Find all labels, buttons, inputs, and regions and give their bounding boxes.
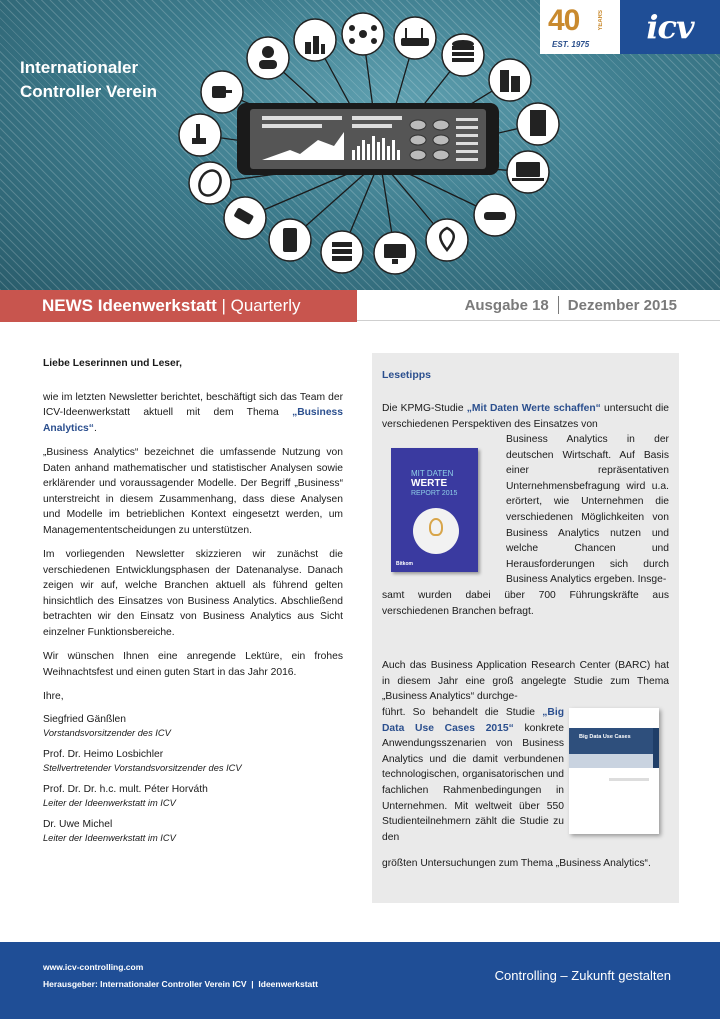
barc-study-title: „Big Data Use Cases 2015“ bbox=[382, 707, 564, 734]
signatory-name: Dr. Uwe Michel bbox=[43, 818, 113, 830]
kpmg-cover-line1: MIT DATEN bbox=[411, 469, 454, 478]
greeting: Liebe Leserinnen und Leser, bbox=[43, 358, 183, 369]
kpmg-report-cover bbox=[391, 448, 478, 572]
signatory-name: Prof. Dr. Dr. h.c. mult. Péter Horváth bbox=[43, 783, 208, 795]
lightbulb-icon bbox=[429, 518, 443, 536]
anniversary-est: EST. 1975 bbox=[552, 40, 590, 49]
kpmg-closing: samt wurden dabei über 700 Führungskräfte aus verschiedenen Branchen befragt. bbox=[382, 590, 669, 617]
reading-tips-box bbox=[372, 353, 679, 903]
website-link[interactable]: www.icv-controlling.com bbox=[43, 962, 144, 972]
news-subtitle: | Quarterly bbox=[216, 296, 301, 315]
issue-number: Ausgabe 18 bbox=[464, 296, 549, 314]
letter-paragraph-1: wie im letzten Newsletter berichtet, beschäftigt sich das Team der ICV-Ideenwerkstatt aktuell mit dem Thema „Business Analytics“. bbox=[43, 391, 343, 434]
kpmg-body: Business Analytics in der deutschen Wirtschaft. Auf Basis einer repräsentativen Unternehmensbefragung wird u.a. erörtert, wie Unternehmen die verschiedenen Möglichkeiten von Business Analytics nutzen und welche Chancen und Herausforderungen sich durch Business Analytics ergeben. Insge- bbox=[506, 434, 669, 586]
news-title-bar bbox=[0, 290, 357, 322]
logo-area bbox=[540, 0, 720, 54]
org-name-line2: Controller Verein bbox=[20, 82, 157, 101]
tagline: Controlling – Zukunft gestalten bbox=[494, 968, 671, 983]
signatory-role: Vorstandsvorsitzender des ICV bbox=[43, 727, 171, 738]
barc-cover-line bbox=[609, 778, 649, 781]
signatory bbox=[43, 783, 343, 810]
barc-report-cover bbox=[569, 708, 659, 834]
barc-cover-subband bbox=[569, 754, 659, 768]
topic-highlight: „Business Analytics“ bbox=[43, 407, 343, 434]
anniversary-years: YEARS bbox=[598, 10, 604, 31]
header-banner bbox=[0, 0, 720, 290]
letter-paragraph-3: Im vorliegenden Newsletter skizzieren wir zunächst die verschiedenen Entwicklungsphasen der Datenanalyse. Danach zeigen wir auf, welche Branchen aktuell als führend gelten hinsichtlich des Einsatzes von Business Analytics. Abschließend betrachten wir den Einsatz von Business Analytics aus Sicht einzelner Funktionsbereiche. bbox=[43, 549, 343, 638]
letter-paragraph-2: „Business Analytics“ bezeichnet die umfassende Nutzung von Daten anhand mathematischer und statistischer Analysen sowie erklärender und voraussagender Modelle. Der Begriff „Business“ unterstreicht in diesem Zusammenhang, dass diese Analysen und Modelle im betrieblichen Kontext eingesetzt werden, um Managemententscheidungen zu unterstützen. bbox=[43, 447, 343, 536]
organization-name bbox=[20, 56, 157, 104]
ring-icon bbox=[189, 162, 231, 204]
issue-separator bbox=[558, 296, 559, 314]
icv-logo bbox=[620, 0, 720, 54]
issue-date: Dezember 2015 bbox=[567, 296, 677, 314]
issue-info bbox=[465, 296, 677, 314]
signatory bbox=[43, 748, 343, 775]
barc-intro: Auch das Business Application Research Center (BARC) hat in diesem Jahr eine groß angelegte Studie zum Thema „Business Analytics“ durchge- bbox=[382, 660, 669, 703]
tablet-dashboard-icon bbox=[237, 103, 499, 175]
anniversary-logo bbox=[540, 0, 620, 54]
barc-cover-title: Big Data Use Cases bbox=[579, 734, 631, 740]
letter-paragraph-4: Wir wünschen Ihnen eine anregende Lektüre, ein frohes Weihnachtsfest und einen guten Start in das Jahr 2016. bbox=[43, 651, 343, 678]
signatory-role: Stellvertretender Vorstandsvorsitzender des ICV bbox=[43, 762, 242, 773]
footer bbox=[0, 942, 720, 1019]
kpmg-cover-brand: Bitkom bbox=[396, 561, 413, 567]
icv-logo-text: icv bbox=[646, 8, 694, 46]
signatory bbox=[43, 818, 343, 845]
anniversary-number: 40 bbox=[548, 4, 580, 37]
editorial-letter bbox=[43, 356, 343, 853]
kpmg-study-title: „Mit Daten Werte schaffen“ bbox=[466, 403, 601, 414]
barc-closing: größten Untersuchungen zum Thema „Business Analytics“. bbox=[382, 858, 651, 869]
signatory bbox=[43, 713, 343, 740]
signatory-name: Siegfried Gänßlen bbox=[43, 713, 126, 725]
org-name-line1: Internationaler bbox=[20, 58, 139, 77]
barc-body: führt. So behandelt die Studie „Big Data Use Cases 2015“ konkrete Anwendungsszenarien von Business Analytics und die damit verbundenen technologischen, organisatorischen und fachlichen Rahmenbedingungen in Unternehmen. Mit weltweit über 550 Studienteilnehmern zählt die Studie zu den bbox=[382, 707, 564, 843]
publisher-info: Herausgeber: Internationaler Controller Verein ICV | Ideenwerkstatt bbox=[43, 979, 318, 989]
barc-cover-edge bbox=[653, 728, 659, 768]
kpmg-cover-line2: WERTE bbox=[411, 478, 448, 489]
signatory-name: Prof. Dr. Heimo Losbichler bbox=[43, 748, 164, 760]
buildings-icon bbox=[489, 59, 531, 101]
kpmg-cover-line4: REPORT 2015 bbox=[411, 490, 458, 497]
closing: Ihre, bbox=[43, 691, 64, 702]
news-title: NEWS Ideenwerkstatt bbox=[42, 296, 217, 315]
barc-cover-band bbox=[569, 728, 659, 754]
kpmg-intro: Die KPMG-Studie „Mit Daten Werte schaffen“ untersucht die verschiedenen Perspektiven des Einsatzes von bbox=[382, 403, 670, 430]
signatory-role: Leiter der Ideenwerkstatt im ICV bbox=[43, 797, 176, 808]
header-rule bbox=[357, 320, 720, 321]
location-pin-icon bbox=[426, 219, 468, 261]
signatory-role: Leiter der Ideenwerkstatt im ICV bbox=[43, 832, 176, 843]
reading-tips-title: Lesetipps bbox=[382, 369, 432, 381]
